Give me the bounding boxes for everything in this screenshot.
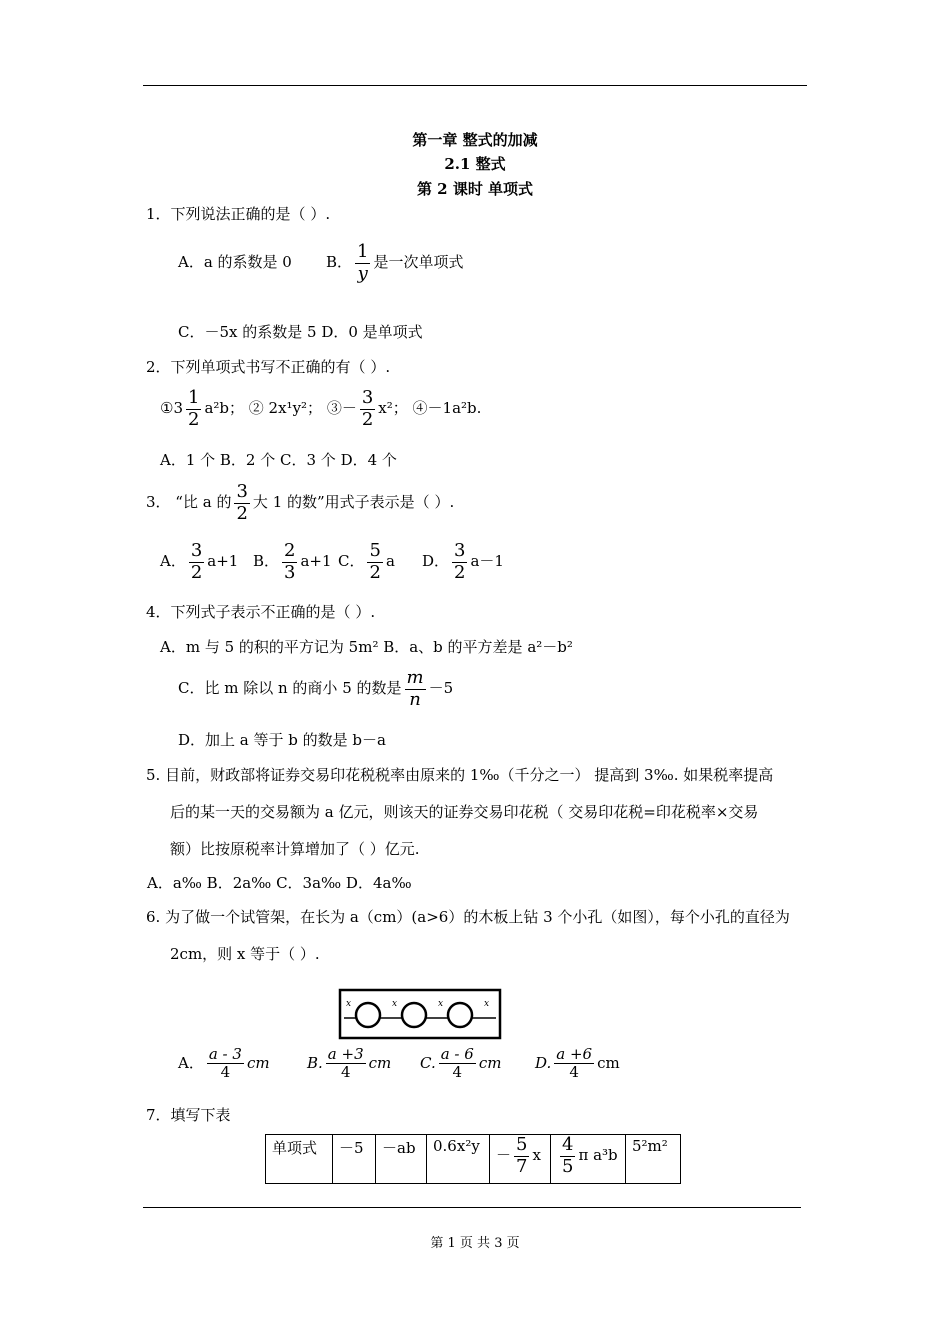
q3-option-b: B． $\frac{2}{3}$ a+1 xyxy=(253,540,332,583)
table-cell: －5 xyxy=(333,1135,376,1184)
figure-label-x: x xyxy=(438,999,444,1009)
q4-stem: 4．下列式子表示不正确的是（ ）. xyxy=(146,603,376,621)
fraction: $\frac{1}{y}$ xyxy=(357,241,369,284)
q6-line1: 6. 为了做一个试管架，在长为 a（cm）(a>6）的木板上钻 3 个小孔（如图），每个小孔的直径为 xyxy=(146,908,790,926)
page-number: 第 1 页 共 3 页 xyxy=(430,1236,520,1251)
q5-line1: 5. 目前，财政部将证券交易印花税税率由原来的 1‰（千分之一） 提高到 3‰. 如果税率提高 xyxy=(146,766,774,784)
q1-options-cd: C．－5x 的系数是 5 D．0 是单项式 xyxy=(178,323,423,341)
fraction: $\frac{3}{2}$ xyxy=(361,387,374,430)
figure-label-x: x xyxy=(484,999,490,1009)
table-cell: 单项式 xyxy=(266,1135,333,1184)
q7-stem: 7．填写下表 xyxy=(146,1106,231,1124)
monomial-table xyxy=(265,1134,681,1184)
q3-option-a: A． $\frac{3}{2}$ a+1 xyxy=(160,540,239,583)
table-row xyxy=(266,1135,681,1184)
q4-options-ab: A．m 与 5 的积的平方记为 5m² B．a、b 的平方差是 a²－b² xyxy=(160,638,573,656)
q5-line3: 额）比按原税率计算增加了（ ）亿元. xyxy=(170,840,420,858)
q6-option-d: D. $\frac{a +6}{4}$ cm xyxy=(535,1045,620,1082)
q3-option-d: D． $\frac{3}{2}$ a－1 xyxy=(422,540,504,583)
q5-line2: 后的某一天的交易额为 a 亿元，则该天的证券交易印花税（ 交易印花税=印花税率×交易 xyxy=(170,803,759,821)
test-tube-rack-figure xyxy=(338,988,502,1040)
fraction: $\frac{m}{n}$ xyxy=(406,667,424,710)
q1-option-b xyxy=(326,242,464,284)
section-title: 2.1 整式 xyxy=(444,155,506,173)
lesson-title: 第 2 课时 单项式 xyxy=(416,180,534,198)
q2-items: ①3 $\frac{1}{2}$ a²b； ② 2x¹y²； ③－ $\frac{3}{2}$ x²； ④－1a²b. xyxy=(160,387,482,430)
fraction: $\frac{3}{2}$ xyxy=(236,481,248,524)
table-cell: － $\frac{5}{7}$ x xyxy=(490,1135,551,1184)
q2-options: A．1 个 B．2 个 C．3 个 D．4 个 xyxy=(160,451,397,469)
chapter-title: 第一章 整式的加减 xyxy=(412,131,538,149)
q5-options: A．a‰ B．2a‰ C．3a‰ D．4a‰ xyxy=(147,874,412,892)
figure-label-x: x xyxy=(392,999,398,1009)
q4-option-d: D．加上 a 等于 b 的数是 b－a xyxy=(178,731,386,749)
q2-stem: 2．下列单项式书写不正确的有（ ）. xyxy=(146,358,391,376)
fraction: $\frac{1}{2}$ xyxy=(188,387,200,430)
top-rule xyxy=(143,85,807,86)
bottom-rule xyxy=(143,1207,801,1208)
table-cell: 0.6x²y xyxy=(427,1135,490,1184)
q4-option-c: C．比 m 除以 n 的商小 5 的数是 $\frac{m}{n}$ －5 xyxy=(178,667,454,710)
q6-option-a: A． $\frac{a - 3}{4}$ cm xyxy=(178,1045,270,1082)
q1-option-a: A．a 的系数是 0 xyxy=(178,253,292,271)
q6-line2: 2cm，则 x 等于（ ）. xyxy=(170,945,320,963)
table-cell: $\frac{4}{5}$ π a³b xyxy=(551,1135,626,1184)
q6-option-b: B. $\frac{a +3}{4}$ cm xyxy=(307,1045,392,1082)
q6-option-c: C. $\frac{a - 6}{4}$ cm xyxy=(420,1045,502,1082)
figure-label-x: x xyxy=(346,999,352,1009)
table-cell: －ab xyxy=(376,1135,427,1184)
q3-stem: 3． “比 a 的 $\frac{3}{2}$ 大 1 的数”用式子表示是（ ）. xyxy=(146,481,455,524)
q3-option-c: C． $\frac{5}{2}$ a xyxy=(338,540,395,583)
q1-b-text: 是一次单项式 xyxy=(373,253,464,272)
table-cell: 5²m² xyxy=(626,1135,681,1184)
q1-b-label: B． xyxy=(326,253,353,272)
q1-stem: 1．下列说法正确的是（ ）. xyxy=(146,205,331,223)
